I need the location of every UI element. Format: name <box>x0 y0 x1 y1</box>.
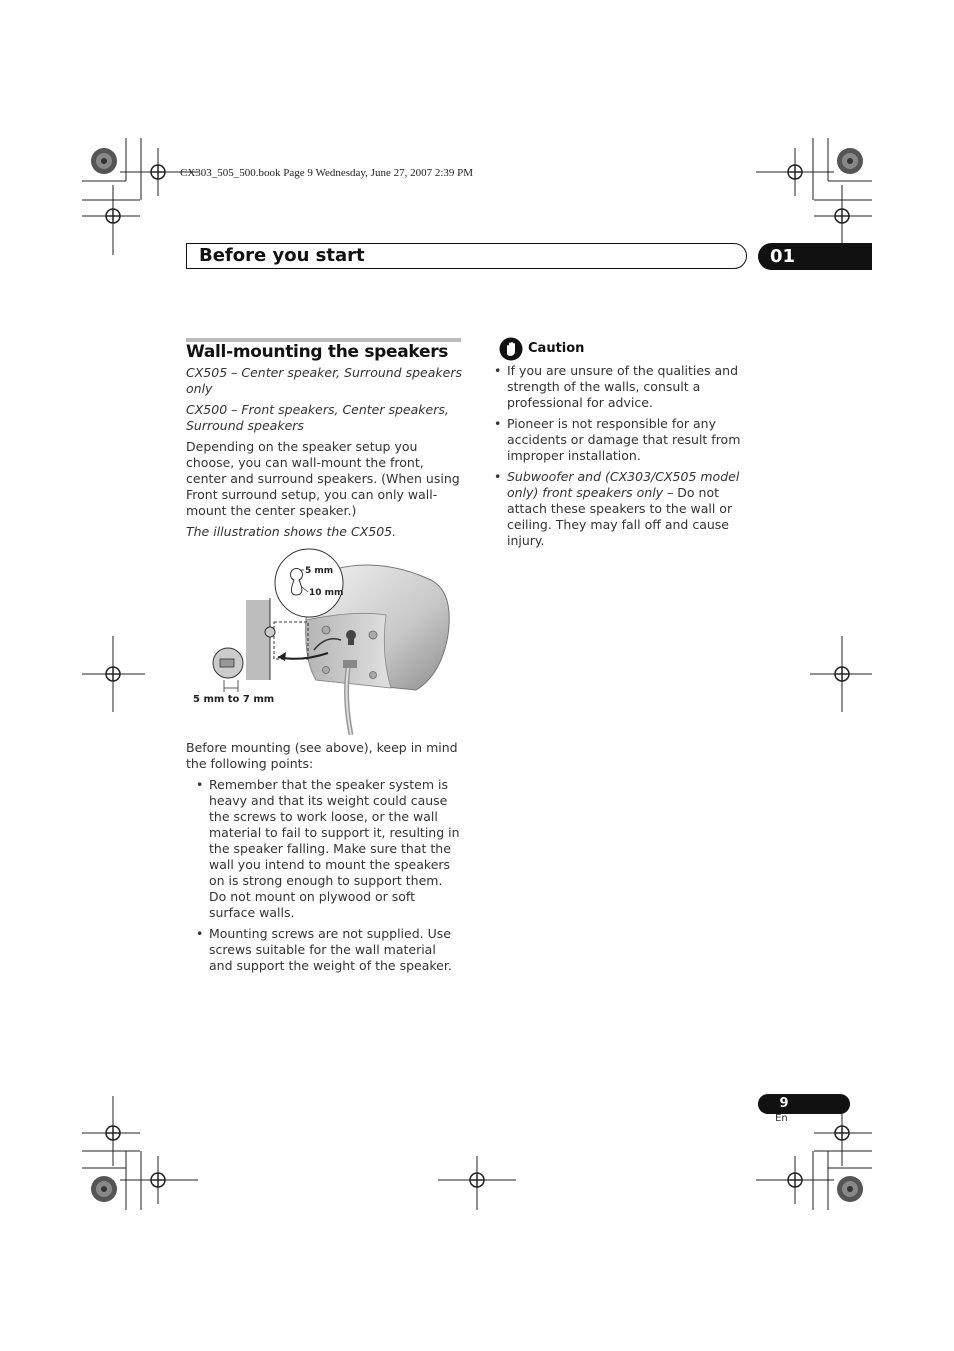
label-10mm: 10 mm <box>309 588 344 598</box>
chapter-number: 01 <box>758 243 872 270</box>
label-screw-depth: 5 mm to 7 mm <box>193 694 275 705</box>
before-mounting-block <box>186 740 464 979</box>
caution-list-container <box>507 363 755 554</box>
list-item: • If you are unsure of the qualities and strength of the walls, consult a professional for advice. <box>507 363 755 411</box>
section-title: Wall-mounting the speakers <box>186 342 449 362</box>
illustration-note: The illustration shows the CX505. <box>186 524 397 539</box>
list-item: • Mounting screws are not supplied. Use screws suitable for the wall material and support the weight of the speaker. <box>209 926 461 974</box>
list-item: • Pioneer is not responsible for any accidents or damage that result from improper installation. <box>507 416 755 464</box>
caution-hand-icon <box>499 337 523 361</box>
header-title: Before you start <box>199 245 365 266</box>
list-item: • Remember that the speaker system is heavy and that its weight could cause the screws to work loose, or the wall material to fail to support it, resulting in the speaker falling. Make sure that the wall you intend to mount the speakers on is strong enough to support them. Do not mount on plywood or soft surface walls. <box>209 777 461 921</box>
models-cx505: CX505 – Center speaker, Surround speakers only <box>186 365 462 396</box>
label-5mm: 5 mm <box>305 566 334 576</box>
list-item <box>507 469 755 549</box>
caution-list <box>507 363 755 549</box>
section-intro <box>186 365 464 545</box>
caution-item3-italic: Subwoofer and (CX303/CX505 model only) front speakers only <box>507 469 740 500</box>
intro-paragraph: Depending on the speaker setup you choose, you can wall-mount the front, center and surround speakers. (When using Front surround setup, you can only wall-mount the center speaker.) <box>186 439 460 518</box>
page-number-badge <box>758 1094 850 1114</box>
page-language: En <box>775 1113 788 1124</box>
print-meta-line: CX303_505_500.book Page 9 Wednesday, June 27, 2007 2:39 PM <box>180 167 474 179</box>
models-cx500: CX500 – Front speakers, Center speakers, Surround speakers <box>186 402 449 433</box>
wall-mount-illustration <box>186 540 466 735</box>
before-mounting-text: Before mounting (see above), keep in mind the following points: <box>186 740 458 771</box>
wall-shape <box>246 600 270 680</box>
caution-label: Caution <box>528 341 585 356</box>
page-number: 9 <box>779 1096 789 1111</box>
mounting-points-list <box>209 777 461 974</box>
caution-item3-rest: – Do not attach these speakers to the wall or ceiling. They may fall off and cause injury. <box>507 485 733 548</box>
